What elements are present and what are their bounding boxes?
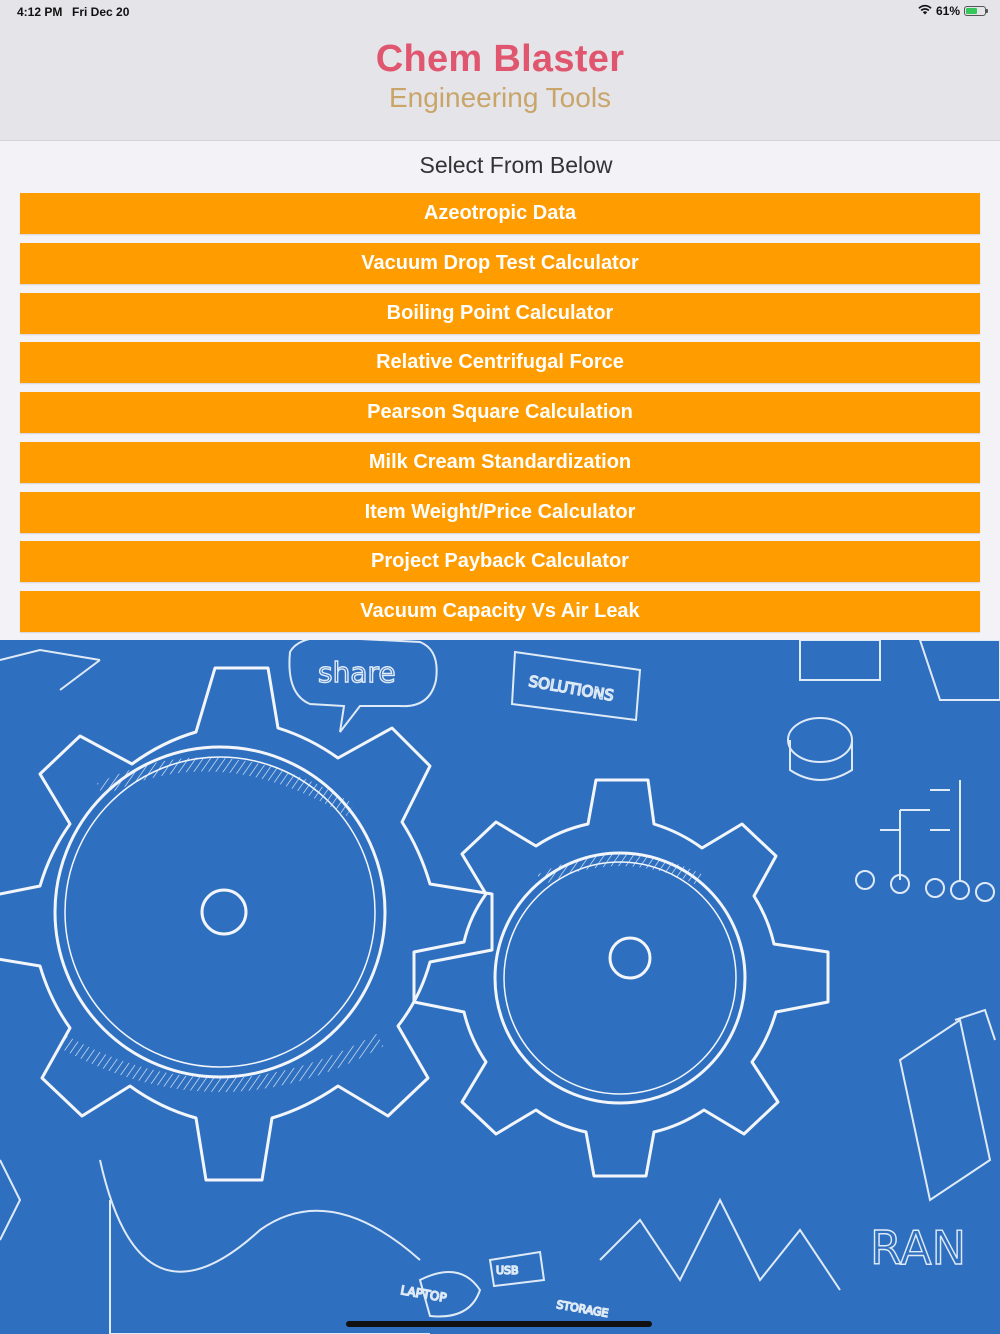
battery-fill <box>966 8 977 14</box>
app-title: Chem Blaster <box>375 38 625 80</box>
home-indicator[interactable] <box>346 1321 652 1327</box>
wifi-icon <box>918 4 932 18</box>
menu-item-vacuum-drop-test[interactable]: Vacuum Drop Test Calculator <box>20 243 980 284</box>
large-gear-icon <box>0 668 492 1180</box>
select-from-below-label: Select From Below <box>419 152 613 178</box>
menu-item-item-weight-price[interactable]: Item Weight/Price Calculator <box>20 492 980 533</box>
menu-item-azeotropic-data[interactable]: Azeotropic Data <box>20 193 980 234</box>
menu-item-vacuum-capacity-air-leak[interactable]: Vacuum Capacity Vs Air Leak <box>20 591 980 632</box>
blueprint-gears-image <box>0 640 1000 1334</box>
sketch-text-ran: RAN <box>870 1221 966 1275</box>
battery-percent: 61% <box>935 4 960 18</box>
small-gear-icon <box>414 780 828 1176</box>
sketch-text-storage: STORAGE <box>555 1298 610 1321</box>
status-date: Fri Dec 20 <box>72 5 130 19</box>
status-bar <box>0 0 1000 24</box>
status-indicators <box>918 4 986 18</box>
sketch-text-usb: USB <box>496 1264 519 1277</box>
status-time: 4:12 PM <box>17 5 63 19</box>
sketch-text-share: share <box>318 656 396 689</box>
menu-item-project-payback[interactable]: Project Payback Calculator <box>20 541 980 582</box>
tools-menu <box>20 193 980 641</box>
menu-item-relative-centrifugal-force[interactable]: Relative Centrifugal Force <box>20 342 980 383</box>
sketch-text-laptop: LAPTOP <box>399 1283 448 1306</box>
menu-item-boiling-point[interactable]: Boiling Point Calculator <box>20 293 980 334</box>
app-subtitle: Engineering Tools <box>388 82 612 113</box>
battery-charging-icon <box>964 6 986 16</box>
gears-sketch <box>0 640 1000 1334</box>
menu-item-milk-cream-standardization[interactable]: Milk Cream Standardization <box>20 442 980 483</box>
sketch-text-solutions: SOLUTIONS <box>527 672 616 705</box>
menu-item-pearson-square[interactable]: Pearson Square Calculation <box>20 392 980 433</box>
